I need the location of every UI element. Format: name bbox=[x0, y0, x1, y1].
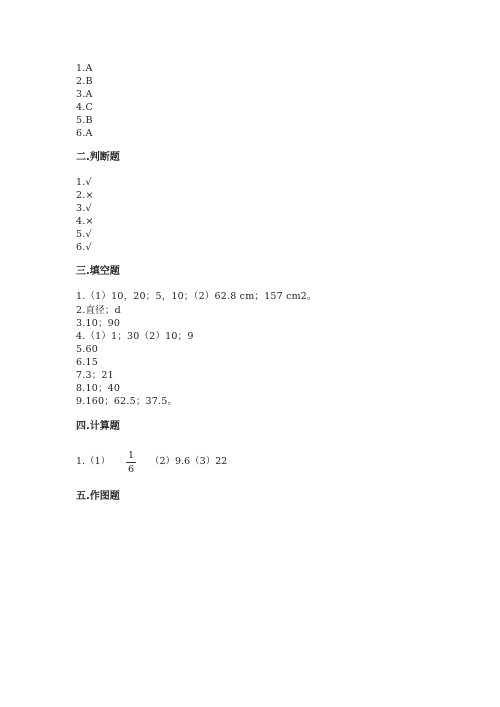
choice-answer-2: 2.B bbox=[76, 76, 93, 87]
fraction-bar bbox=[126, 462, 136, 463]
choice-answer-1: 1.A bbox=[76, 63, 93, 74]
judgement-answer-6: 6.√ bbox=[76, 242, 92, 253]
choice-answer-3: 3.A bbox=[76, 89, 93, 100]
judgement-answer-3: 3.√ bbox=[76, 203, 92, 214]
calculation-answer-prefix: 1.（1） bbox=[76, 456, 111, 467]
fill-blank-answer-2: 2.直径；d bbox=[76, 305, 121, 316]
fraction-numerator: 1 bbox=[127, 450, 135, 461]
fill-blank-answer-3: 3.10；90 bbox=[76, 318, 121, 329]
judgement-answer-2: 2.× bbox=[76, 190, 94, 201]
section-heading-calculation: 四.计算题 bbox=[76, 421, 120, 432]
fraction-denominator: 6 bbox=[127, 464, 135, 475]
judgement-answer-1: 1.√ bbox=[76, 177, 92, 188]
fill-blank-answer-5: 5.60 bbox=[76, 344, 98, 355]
fill-blank-answer-4: 4.（1）1；30（2）10；9 bbox=[76, 331, 194, 342]
fill-blank-answer-8: 8.10；40 bbox=[76, 383, 121, 394]
fill-blank-answer-9: 9.160；62.5；37.5。 bbox=[76, 396, 178, 407]
choice-answer-4: 4.C bbox=[76, 102, 93, 113]
calculation-answer-suffix: （2）9.6（3）22 bbox=[150, 456, 228, 467]
section-heading-fill-blank: 三.填空题 bbox=[76, 266, 120, 277]
fill-blank-answer-7: 7.3；21 bbox=[76, 370, 114, 381]
section-heading-drawing: 五.作图题 bbox=[76, 491, 120, 502]
fill-blank-answer-1: 1.（1）10，20；5，10；（2）62.8 cm；157 cm2。 bbox=[76, 291, 317, 302]
section-heading-judgement: 二.判断题 bbox=[76, 152, 120, 163]
choice-answer-5: 5.B bbox=[76, 115, 93, 126]
fill-blank-answer-6: 6.15 bbox=[76, 357, 98, 368]
choice-answer-6: 6.A bbox=[76, 128, 93, 139]
judgement-answer-5: 5.√ bbox=[76, 229, 92, 240]
calculation-fraction bbox=[126, 450, 136, 475]
judgement-answer-4: 4.× bbox=[76, 216, 94, 227]
